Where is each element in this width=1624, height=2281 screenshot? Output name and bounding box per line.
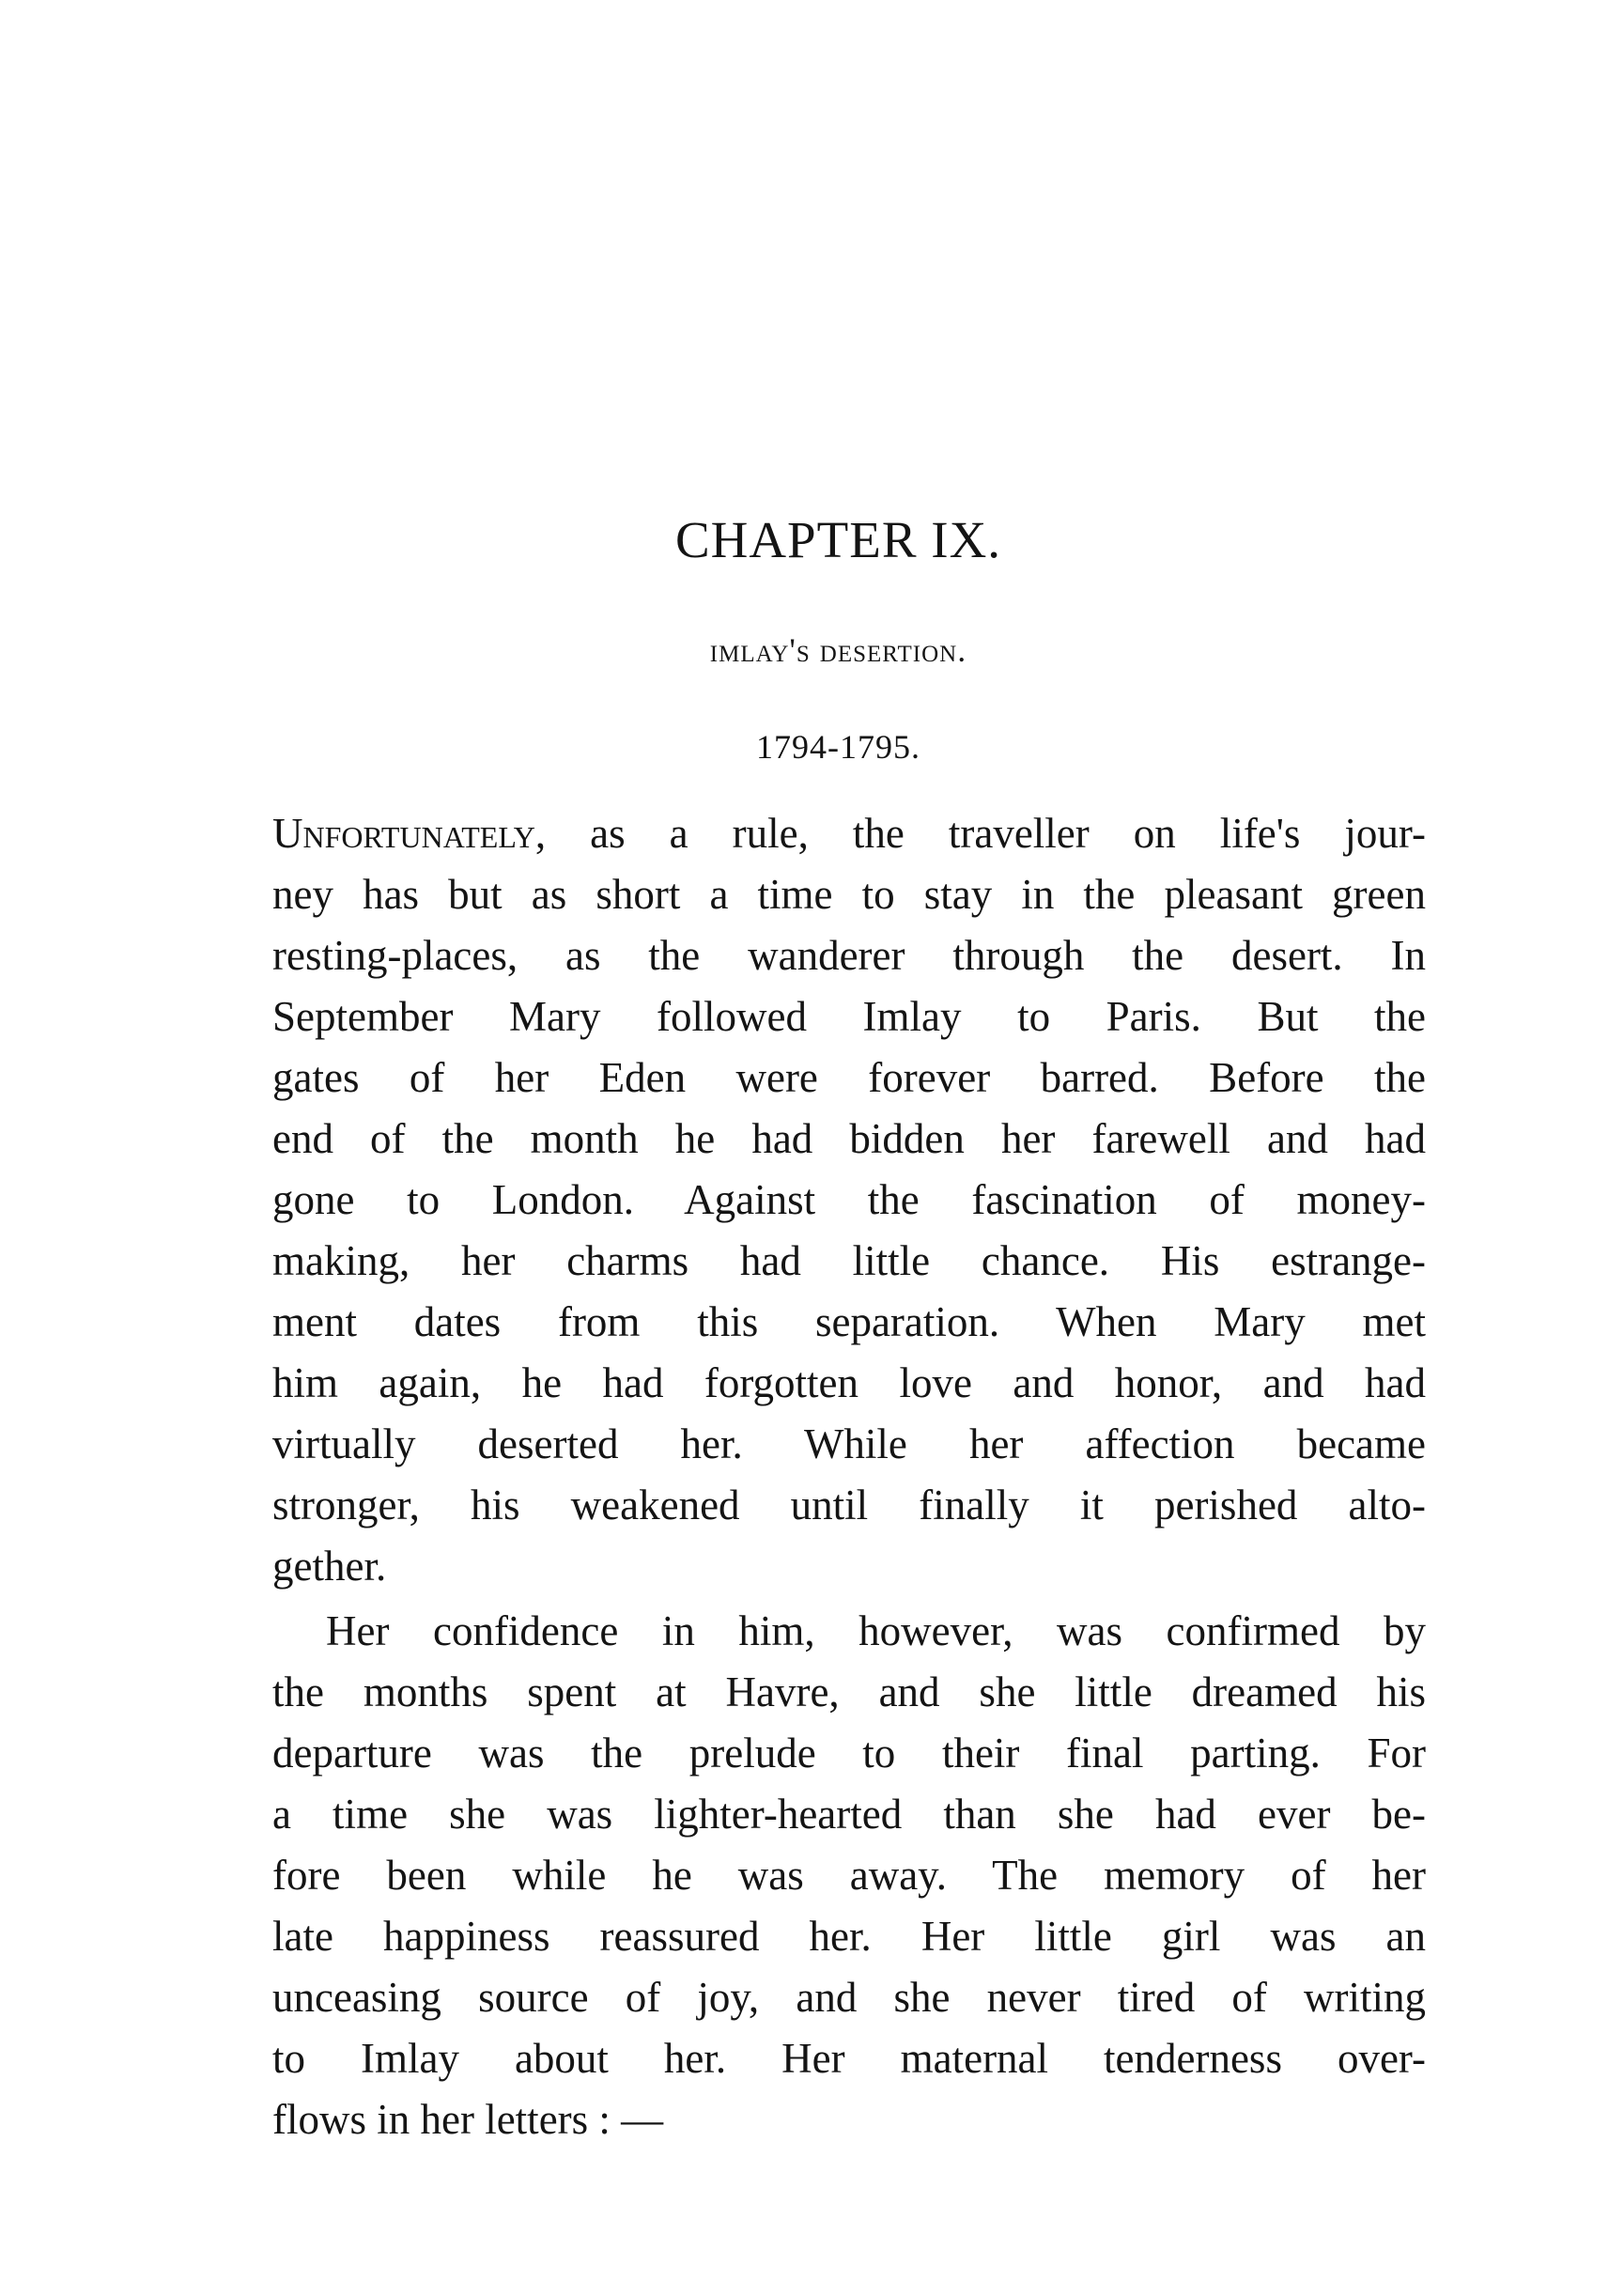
paragraph-line: the months spent at Havre, and she little dreamed his xyxy=(272,1668,1426,1715)
body-text xyxy=(272,803,1426,2150)
paragraph-line: fore been while he was away. The memory of her xyxy=(272,1852,1426,1899)
paragraph-line: him again, he had forgotten love and honor, and had xyxy=(272,1359,1426,1406)
paragraph-line: flows in her letters : — xyxy=(272,2096,664,2143)
paragraph-line: Her confidence in him, however, was confirmed by xyxy=(326,1607,1426,1654)
paragraph-line: ney has but as short a time to stay in the pleasant green xyxy=(272,871,1426,918)
paragraph-1 xyxy=(272,803,1426,1597)
chapter-title: imlay's desertion. xyxy=(709,631,967,669)
lead-word: Unfortunately xyxy=(272,810,535,857)
paragraph-line: gone to London. Against the fascination of money- xyxy=(272,1176,1426,1223)
paragraph-line: a time she was lighter-hearted than she had ever be- xyxy=(272,1791,1426,1838)
paragraph-line: stronger, his weakened until finally it perished alto- xyxy=(272,1482,1426,1528)
paragraph-line: departure was the prelude to their final parting. For xyxy=(272,1730,1426,1777)
paragraph-line: resting-places, as the wanderer through the desert. In xyxy=(272,932,1426,979)
paragraph-line: gates of her Eden were forever barred. Before the xyxy=(272,1054,1426,1101)
chapter-heading: CHAPTER IX. xyxy=(674,511,1002,568)
paragraph-line: September Mary followed Imlay to Paris. But the xyxy=(272,993,1426,1040)
paragraph-line: Unfortunately, as a rule, the traveller on life's jour- xyxy=(272,810,1426,857)
paragraph-line: making, her charms had little chance. His estrange- xyxy=(272,1237,1426,1284)
paragraph-line: end of the month he had bidden her farewell and had xyxy=(272,1115,1426,1162)
paragraph-line: ment dates from this separation. When Mary met xyxy=(272,1298,1426,1345)
paragraph-line: unceasing source of joy, and she never tired of writing xyxy=(272,1974,1426,2021)
paragraph-2 xyxy=(272,1601,1426,2150)
paragraph-line: virtually deserted her. While her affection became xyxy=(272,1420,1426,1467)
paragraph-line: late happiness reassured her. Her little girl was an xyxy=(272,1913,1426,1960)
paragraph-line: gether. xyxy=(272,1543,387,1590)
chapter-dates: 1794-1795. xyxy=(756,728,920,766)
paragraph-line: to Imlay about her. Her maternal tenderness over- xyxy=(272,2035,1426,2082)
